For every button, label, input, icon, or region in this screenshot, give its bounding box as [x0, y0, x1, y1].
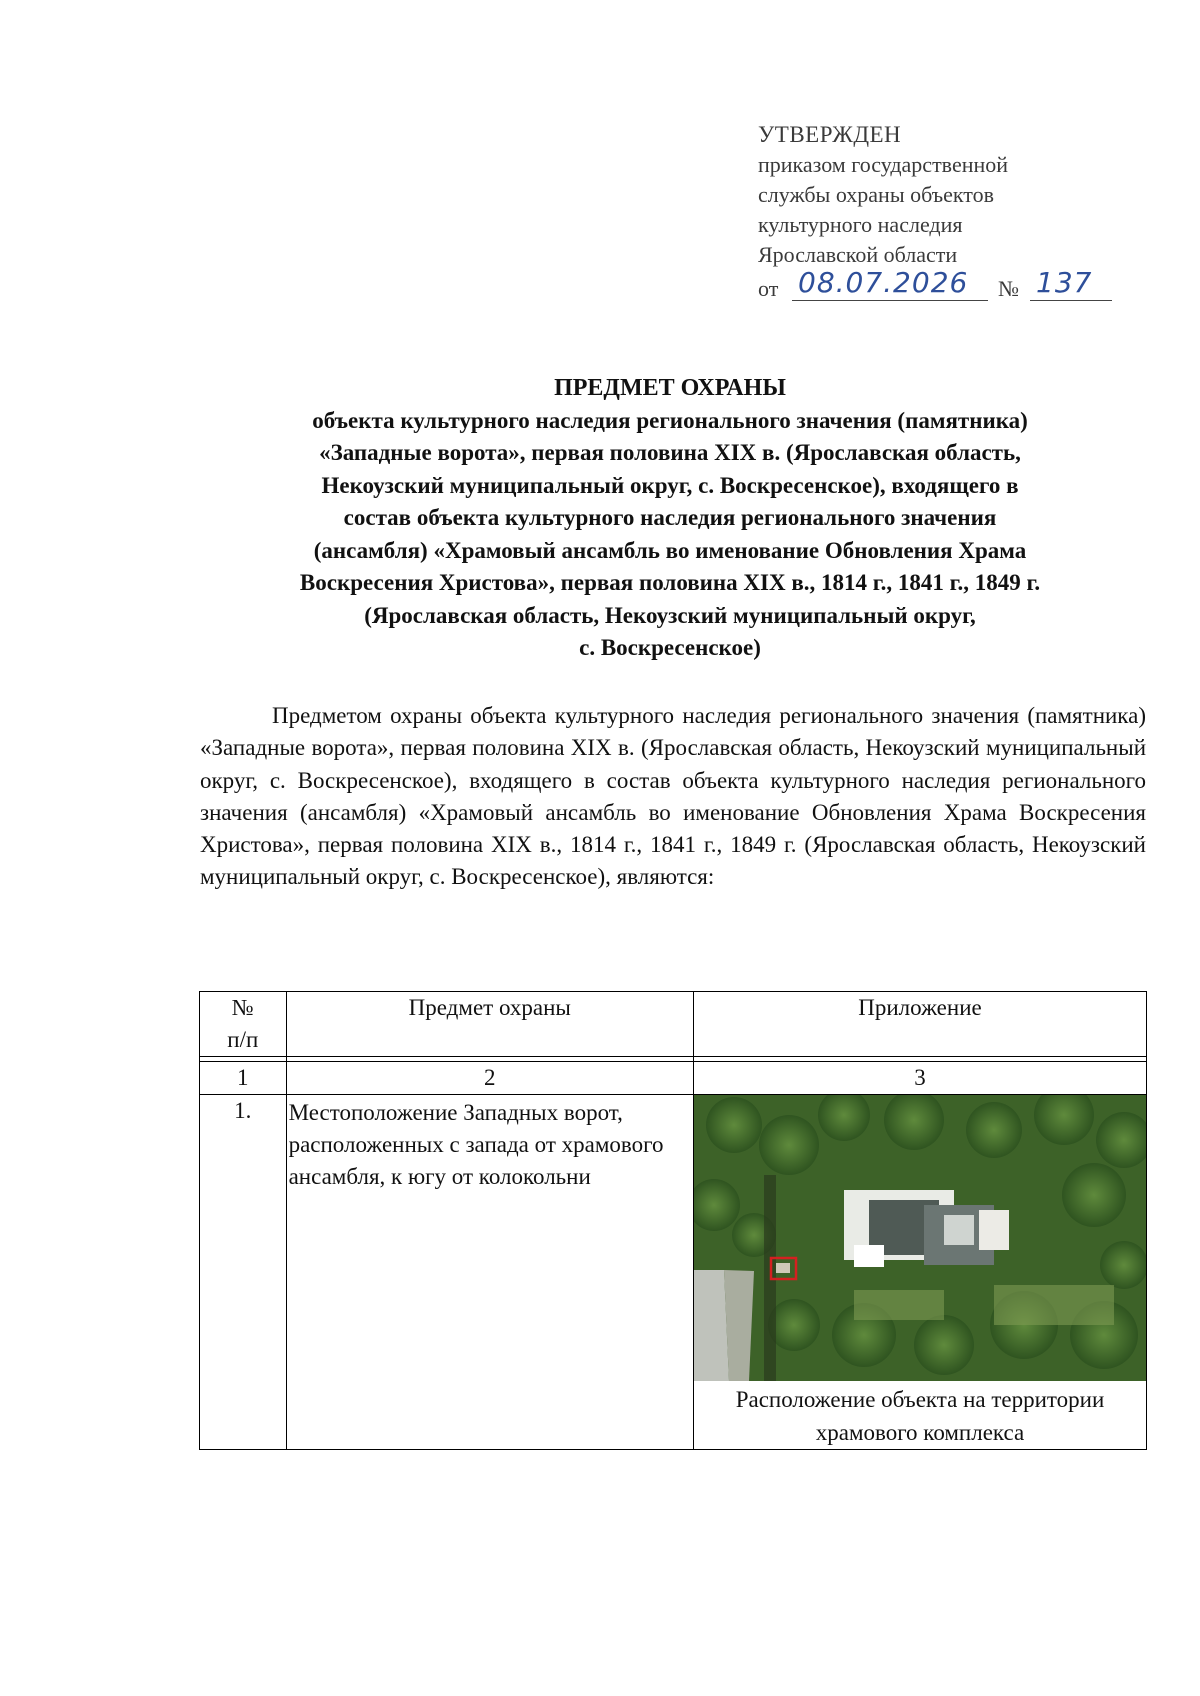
from-label: от [758, 276, 779, 301]
header-cell-appendix: Приложение [693, 992, 1146, 1057]
header-number-pp: п/п [227, 1027, 259, 1052]
handwritten-number: 137 [1036, 266, 1093, 299]
header-cell-subject: Предмет охраны [286, 992, 693, 1057]
approval-line: приказом государственной [758, 152, 1009, 177]
protection-subject-table [199, 991, 1147, 1450]
photo-caption: Расположение объекта на территории храмового комплекса [735, 1387, 1105, 1445]
row-subject: Местоположение Западных ворот, расположенных с запада от храмового ансамбля, к югу от колокольни [288, 1100, 664, 1189]
number-label: № [998, 276, 1019, 301]
approval-line: культурного наследия [758, 212, 963, 237]
approval-signature-row [758, 266, 1138, 304]
approval-heading: УТВЕРЖДЕН [758, 122, 902, 147]
row-appendix-cell [693, 1095, 1146, 1450]
column-number: 3 [693, 1062, 1146, 1095]
aerial-photo-image [694, 1095, 1146, 1381]
approval-line: службы охраны объектов [758, 182, 995, 207]
column-number: 2 [286, 1062, 693, 1095]
handwritten-date: 08.07.2026 [798, 266, 969, 299]
column-number: 1 [200, 1062, 287, 1095]
date-underline [792, 300, 988, 301]
title-line: (Ярославская область, Некоузский муниципальный округ, [364, 602, 976, 628]
header-cell-number [200, 992, 287, 1057]
title-line: Воскресения Христова», первая половина XIX в., 1814 г., 1841 г., 1849 г. [299, 570, 1041, 595]
title-line: объекта культурного наследия регионального значения (памятника) [312, 407, 1028, 433]
title-line: «Западные ворота», первая половина XIX в. (Ярославская область, [319, 440, 1021, 465]
column-number-row [200, 1062, 1147, 1095]
approval-line: Ярославской области [758, 242, 958, 267]
title-main: ПРЕДМЕТ ОХРАНЫ [554, 375, 786, 401]
number-underline [1030, 300, 1112, 301]
body-paragraph: Предметом охраны объекта культурного наследия регионального значения (памятника) «Западные ворота», первая половина XIX в. (Ярославская область, Некоузский муниципальный округ, с. Воскресенское), входящего в состав объекта культурного наследия регионального значения (ансамбля) «Храмовый ансамбль во именование Обновления Храма Воскресения Христова», первая половина XIX в., 1814 г., 1841 г., 1849 г. (Ярославская область, Некоузский муниципальный округ, с. Воскресенское), являются: [200, 703, 1146, 890]
title-line: с. Воскресенское) [579, 635, 761, 660]
title-line: (ансамбля) «Храмовый ансамбль во именование Обновления Храма [313, 537, 1027, 563]
row-subject-cell [286, 1095, 693, 1450]
document-title [160, 372, 1180, 665]
title-line: Некоузский муниципальный округ, с. Воскресенское), входящего в [321, 472, 1019, 498]
table-header-row [200, 992, 1147, 1057]
row-number: 1. [200, 1095, 287, 1450]
header-number-symbol: № [231, 995, 254, 1020]
title-line: состав объекта культурного наследия регионального значения [343, 505, 997, 530]
approval-stamp [758, 120, 1138, 304]
table-row [200, 1095, 1147, 1450]
